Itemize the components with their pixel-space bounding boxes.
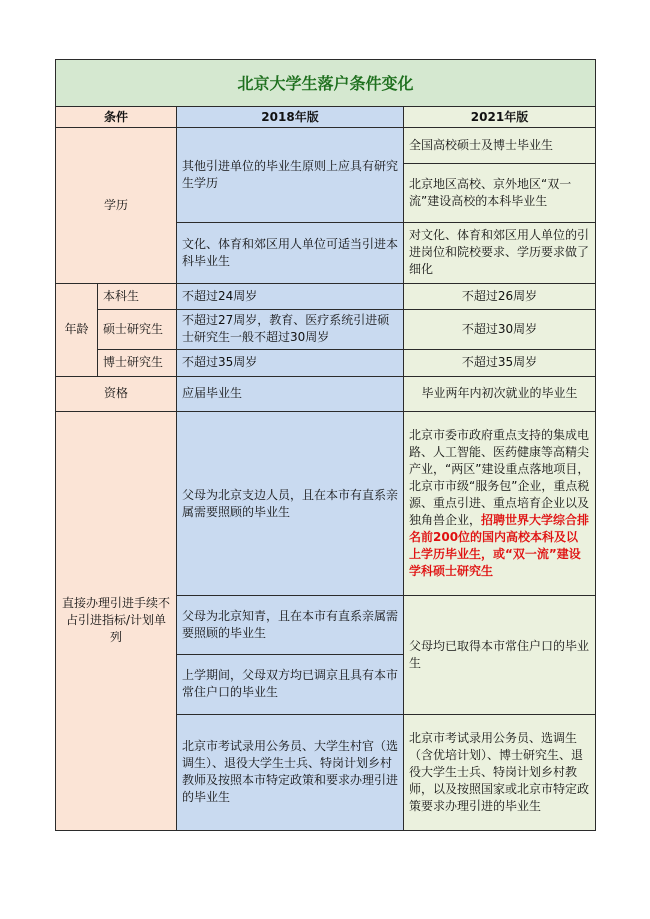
age-bachelor-label: 本科生	[98, 283, 177, 309]
direct-2018-b: 父母为北京知青，且在本市有直系亲属需要照顾的毕业生	[177, 596, 404, 655]
direct-2021-a-text: 北京市委市政府重点支持的集成电路、人工智能、医药健康等高精尖产业，“两区”建设重点落地项目，北京市市级“服务包”企业，重点税源、重点引进、重点培育企业以及独角兽企业，	[409, 428, 590, 528]
direct-2021-a-highlight: 招聘世界大学综合排名前200位的国内高校本科及以上学历毕业生，或“双一流”建设学科硕士研究生	[409, 513, 590, 579]
direct-2018-a: 父母为北京支边人员，且在本市有直系亲属需要照顾的毕业生	[177, 411, 404, 595]
header-2018: 2018年版	[177, 107, 404, 128]
direct-2021-bc: 父母均已取得本市常住户口的毕业生	[404, 596, 596, 714]
direct-2018-d: 北京市考试录用公务员、大学生村官（选调生）、退役大学生士兵、特岗计划乡村教师及按照本市特定政策和要求办理引进的毕业生	[177, 714, 404, 830]
age-master-2021: 不超过30周岁	[404, 309, 596, 349]
age-doctor-2021: 不超过35周岁	[404, 349, 596, 376]
education-2021-c: 对文化、体育和郊区用人单位的引进岗位和院校要求、学历要求做了细化	[404, 223, 596, 283]
direct-2021-a	[404, 411, 596, 595]
direct-label: 直接办理引进手续不占引进指标/计划单列	[56, 411, 177, 830]
direct-2018-c: 上学期间，父母双方均已调京且具有本市常住户口的毕业生	[177, 655, 404, 714]
qualification-label: 资格	[56, 376, 177, 411]
qualification-2018: 应届毕业生	[177, 376, 404, 411]
education-2018-b: 文化、体育和郊区用人单位可适当引进本科毕业生	[177, 223, 404, 283]
education-label: 学历	[56, 128, 177, 283]
education-2018-a: 其他引进单位的毕业生原则上应具有研究生学历	[177, 128, 404, 223]
age-doctor-label: 博士研究生	[98, 349, 177, 376]
policy-comparison-table	[55, 59, 596, 831]
age-master-label: 硕士研究生	[98, 309, 177, 349]
age-bachelor-2021: 不超过26周岁	[404, 283, 596, 309]
page-title: 北京大学生落户条件变化	[56, 60, 596, 107]
education-2021-b: 北京地区高校、京外地区“双一流”建设高校的本科毕业生	[404, 164, 596, 223]
age-master-2018: 不超过27周岁，教育、医疗系统引进硕士研究生一般不超过30周岁	[177, 309, 404, 349]
age-bachelor-2018: 不超过24周岁	[177, 283, 404, 309]
header-2021: 2021年版	[404, 107, 596, 128]
direct-2021-d: 北京市考试录用公务员、选调生（含优培计划）、博士研究生、退役大学生士兵、特岗计划乡村教师，以及按照国家或北京市特定政策要求办理引进的毕业生	[404, 714, 596, 830]
header-condition: 条件	[56, 107, 177, 128]
age-label: 年龄	[56, 283, 98, 376]
qualification-2021: 毕业两年内初次就业的毕业生	[404, 376, 596, 411]
age-doctor-2018: 不超过35周岁	[177, 349, 404, 376]
education-2021-a: 全国高校硕士及博士毕业生	[404, 128, 596, 164]
